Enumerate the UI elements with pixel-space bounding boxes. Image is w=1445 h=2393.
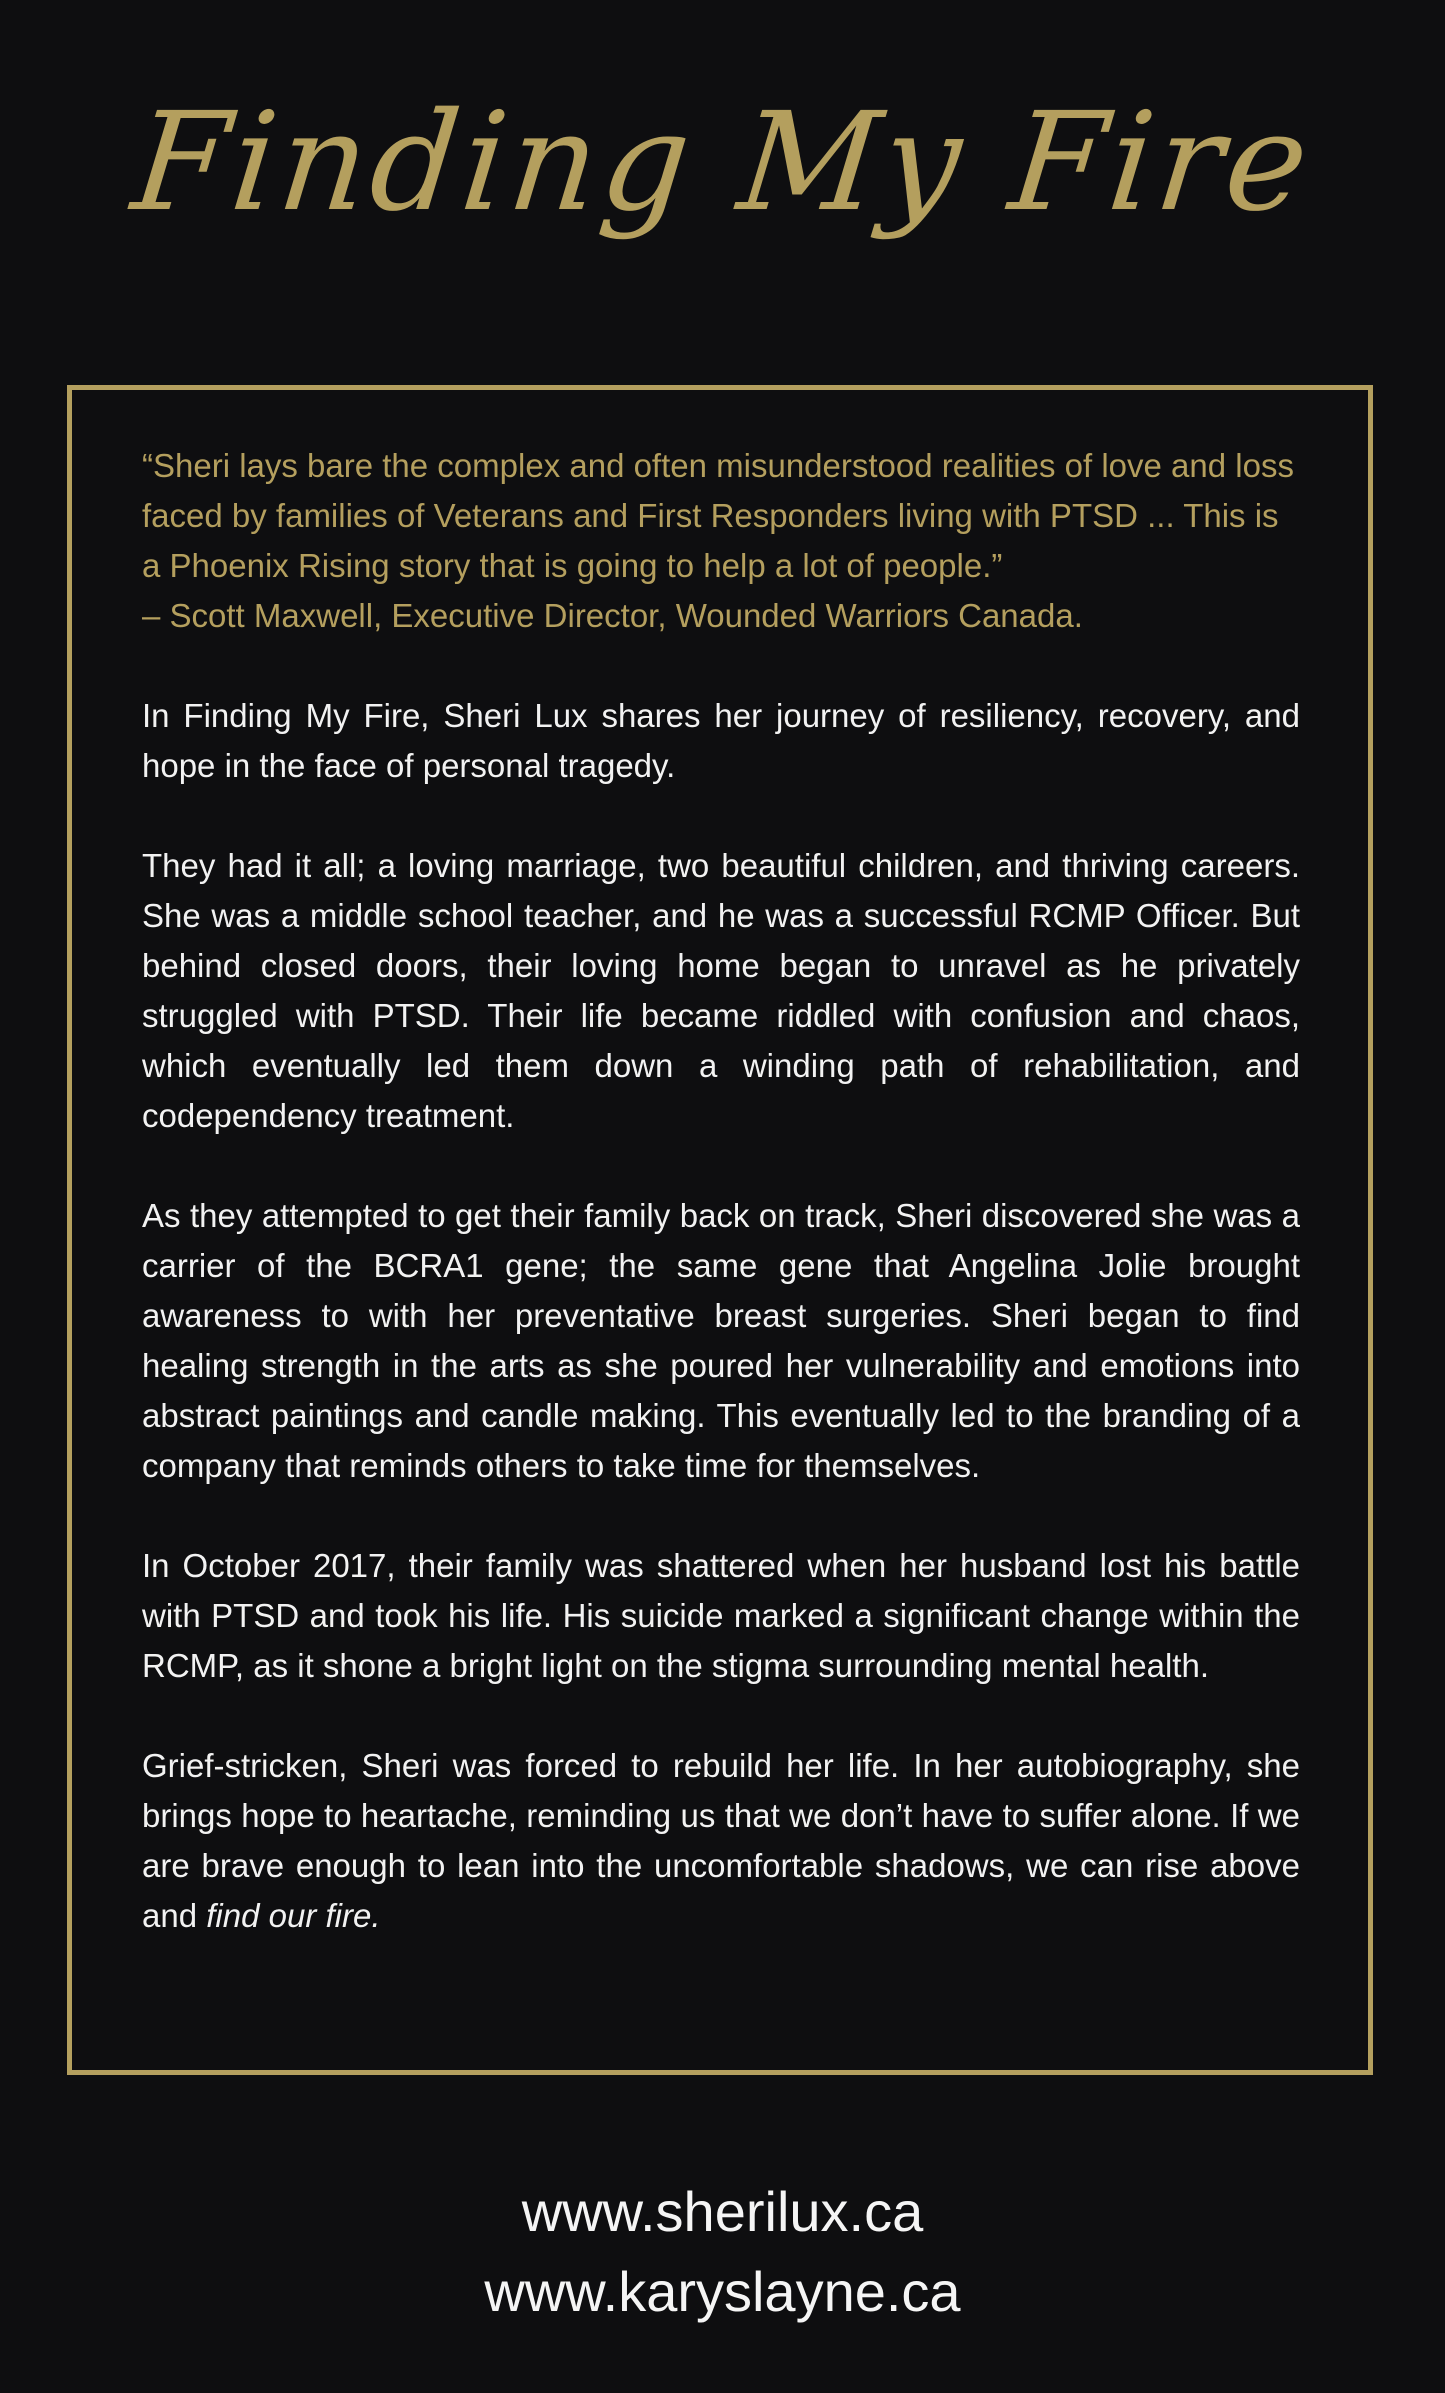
website-link-karyslayne[interactable]: www.karyslayne.ca (484, 2260, 961, 2323)
closing-emphasis: find our fire. (206, 1897, 381, 1934)
description-content (142, 441, 1300, 1941)
book-title: Finding My Fire (125, 84, 1320, 242)
paragraph-gene: As they attempted to get their family back on track, Sheri discovered she was a carrier of the BCRA1 gene; the same gene that Angelina Jolie brought awareness to with her preventative breast surgeries. Sheri began to find healing strength in the arts as she poured her vulnerability and emotions into abstract paintings and candle making. This eventually led to the branding of a company that reminds others to take time for themselves. (142, 1197, 1300, 1484)
website-link-sherilux[interactable]: www.sherilux.ca (521, 2180, 924, 2243)
paragraph-intro: In Finding My Fire, Sheri Lux shares her journey of resiliency, recovery, and hope in the face of personal tragedy. (142, 697, 1300, 784)
paragraph-loss: In October 2017, their family was shattered when her husband lost his battle with PTSD and took his life. His suicide marked a significant change within the RCMP, as it shone a bright light on the stigma surrounding mental health. (142, 1547, 1300, 1684)
quote-attribution: – Scott Maxwell, Executive Director, Wounded Warriors Canada. (142, 597, 1083, 634)
paragraph-background: They had it all; a loving marriage, two beautiful children, and thriving careers. She was a middle school teacher, and he was a successful RCMP Officer. But behind closed doors, their loving home began to unravel as he privately struggled with PTSD. Their life became riddled with confusion and chaos, which eventually led them down a winding path of rehabilitation, and codependency treatment. (142, 847, 1300, 1134)
paragraph-closing (142, 1741, 1300, 1941)
website-links (0, 2172, 1445, 2332)
closing-text: Grief-stricken, Sheri was forced to rebuild her life. In her autobiography, she brings hope to heartache, reminding us that we don’t have to suffer alone. If we are brave enough to lean into the uncomfortable shadows, we can rise above and (142, 1747, 1300, 1934)
endorsement-quote (142, 441, 1300, 641)
quote-text: “Sheri lays bare the complex and often misunderstood realities of love and loss faced by families of Veterans and First Responders living with PTSD ... This is a Phoenix Rising story that is going to help a lot of people.” (142, 447, 1294, 584)
